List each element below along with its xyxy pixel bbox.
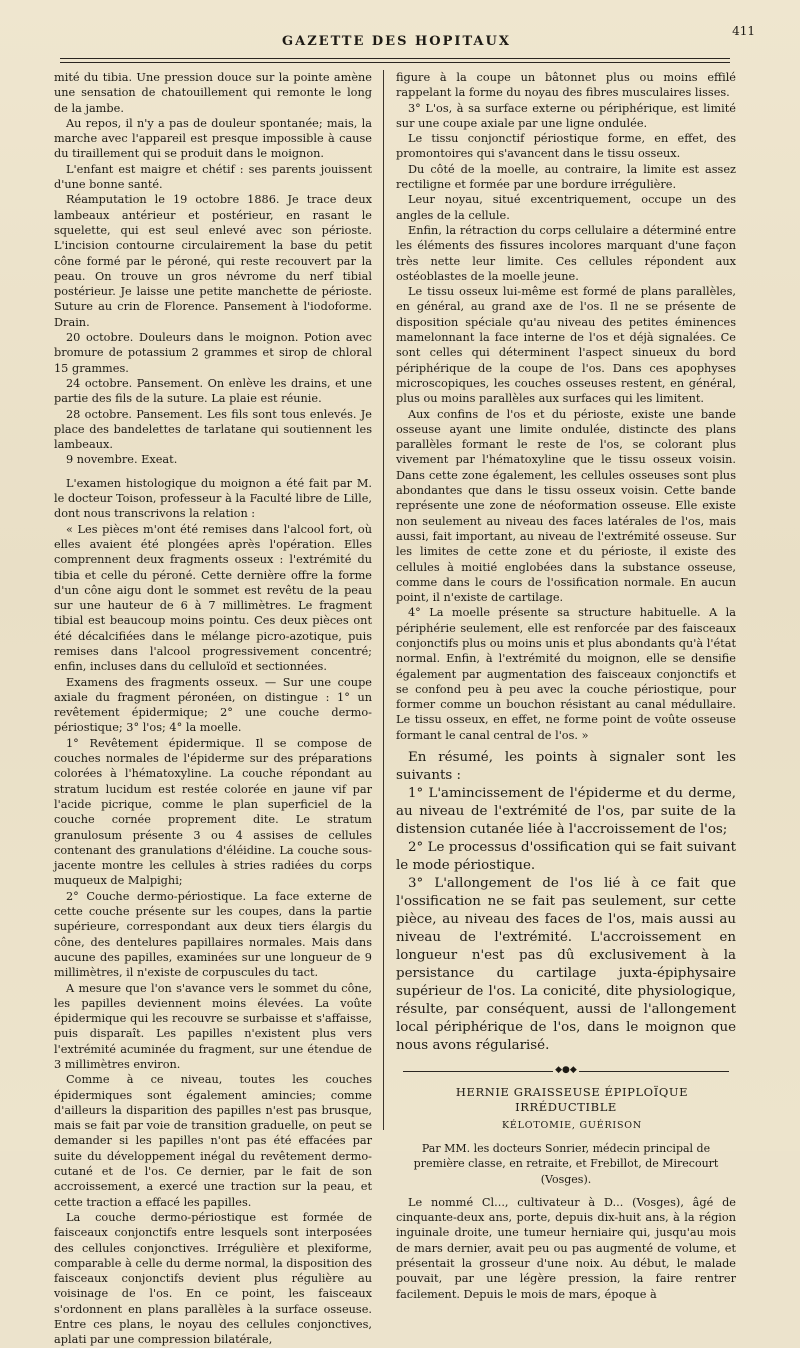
article-title: HERNIE GRAISSEUSE ÉPIPLOÏQUE IRRÉDUCTIBLE <box>455 1085 689 1115</box>
paragraph: Au repos, il n'y a pas de douleur spontanée; mais, la marche avec l'appareil est presque impossible à cause du tiraillement qui se produit dans le moignon. <box>54 116 372 161</box>
paragraph: Comme à ce niveau, toutes les couches épidermiques sont également amincies; comme d'ailleurs la disparition des papilles n'est pas brusque, mais se fait par voie de transition graduelle, on peut se demander si les papilles n'ont pas été effacées par suite du développement inégal du revêtement dermo-cutané et de l'os. Ce dernier, par le fait de son accroissement, a exercé une traction sur la peau, et cette traction a effacé les papilles. <box>54 1073 372 1209</box>
article-subtitle: KÉLOTOMIE, GUÉRISON <box>502 1119 642 1131</box>
paragraph: Aux confins de l'os et du périoste, existe une bande osseuse ayant une limite ondulée, distincte des plans parallèles formant le reste de l'os, se colorant plus vivement par l'hématoxyline que le tissu osseux voisin. Dans cette zone également, les cellules osseuses sont plus abondantes que dans le tissu osseux voisin. Cette bande représente une zone de néoformation osseuse. Elle existe non seulement au niveau des faces latérales de l'os, mais aussi, fait important, au niveau de l'extrémité osseuse. Sur les limites de cette zone et du périoste, il existe des cellules à moitié englobées dans la substance osseuse, comme dans le cours de l'ossification normale. En aucun point, il n'existe de cartilage. <box>396 407 736 605</box>
spacer <box>54 468 372 476</box>
summary-point: 1° L'amincissement de l'épiderme et du derme, au niveau de l'extrémité de l'os, par suite de la distension cutanée liée à l'accroissement de l'os; <box>396 786 736 838</box>
paragraph: Examens des fragments osseux. — Sur une coupe axiale du fragment péronéen, on distingue : 1° un revêtement épidermique; 2° une couche dermo-périostique; 3° l'os; 4° la moelle. <box>54 675 372 735</box>
column-divider <box>383 70 384 1130</box>
paragraph: A mesure que l'on s'avance vers le sommet du cône, les papilles deviennent moins élevées. La voûte épidermique qui les recouvre se surbaisse et s'affaisse, puis disparaît. Les papilles n'existent plus vers l'extrémité acuminée du fragment, sur une étendue de 3 millimètres environ. <box>54 981 372 1071</box>
paragraph: Réamputation le 19 octobre 1886. Je trace deux lambeaux antérieur et postérieur, en rasant le squelette, qui est seul enlevé avec son périoste. L'incision contourne circulairement la base du petit cône formé par le péroné, qui reste recouvert par la peau. On trouve un gros névrome du nerf tibial postérieur. Je laisse une petite manchette de périoste. Suture au crin de Florence. Pansement à l'iodoforme. Drain. <box>54 193 372 329</box>
paragraph: 28 octobre. Pansement. Les fils sont tous enlevés. Je place des bandelettes de tarlatane qui soutiennent les lambeaux. <box>54 407 372 452</box>
left-column <box>54 70 372 1347</box>
paragraph: Le tissu osseux lui-même est formé de plans parallèles, en général, au grand axe de l'os. Il ne se présente de disposition spéciale qu'au niveau des petites éminences mamelonnant la face interne de l'os et déjà signalées. Ce sont celles qui déterminent l'aspect sinueux du bord périphérique de la coupe de l'os. Dans ces apophyses microscopiques, les couches osseuses restent, en général, plus ou moins parallèles aux surfaces qui les limitent. <box>396 285 736 406</box>
section-ornament: ◆●◆ <box>396 1063 736 1075</box>
paragraph: Le tissu conjonctif périostique forme, en effet, des promontoires qui s'avancent dans le tissu osseux. <box>396 132 736 161</box>
paragraph: L'enfant est maigre et chétif : ses parents jouissent d'une bonne santé. <box>54 162 372 192</box>
paragraph: L'examen histologique du moignon a été fait par M. le docteur Toison, professeur à la Faculté libre de Lille, dont nous transcrivons la relation : <box>54 476 372 521</box>
spacer <box>396 1187 736 1195</box>
paragraph: 2° Couche dermo-périostique. La face externe de cette couche présente sur les coupes, dans la partie supérieure, correspondant aux deux tiers élargis du cône, des dentelures papillaires normales. Mais dans aucune des papilles, examinées sur une longueur de 9 millimètres, il n'existe de corpuscules du tact. <box>54 889 372 980</box>
article-byline: Par MM. les docteurs Sonrier, médecin principal de première classe, en retraite, et Frebillot, de Mirecourt (Vosges). <box>413 1141 719 1186</box>
header-rule-thin <box>60 62 730 63</box>
right-column <box>396 70 736 1301</box>
paragraph: Du côté de la moelle, au contraire, la limite est assez rectiligne et formée par une bordure irrégulière. <box>396 162 736 192</box>
page-number: 411 <box>732 24 755 38</box>
paragraph: 4° La moelle présente sa structure habituelle. A la périphérie seulement, elle est renforcée par des faisceaux conjonctifs plus ou moins unis et plus abondants qu'à l'état normal. Enfin, à l'extrémité du moignon, elle se densifie également par augmentation des faisceaux conjonctifs et se confond peu à peu avec la couche périostique, pour former comme un bouchon résistant au canal médullaire. Le tissu osseux, en effet, ne forme point de voûte osseuse formant le canal central de l'os. » <box>396 606 736 742</box>
paragraph: 24 octobre. Pansement. On enlève les drains, et une partie des fils de la suture. La plaie est réunie. <box>54 376 372 406</box>
summary-point: 3° L'allongement de l'os lié à ce fait que l'ossification ne se fait pas seulement, sur cette pièce, au niveau des faces de l'os, mais aussi au niveau de l'extrémité. L'accroissement en longueur n'est pas dû exclusivement à la persistance du cartilage juxta-épiphysaire supérieur de l'os. La conicité, dite physiologique, résulte, par conséquent, aussi de l'allongement local périphérique de l'os, dans le moignon que nous avons régularisé. <box>396 876 736 1054</box>
paragraph: Leur noyau, situé excentriquement, occupe un des angles de la cellule. <box>396 193 736 222</box>
paragraph: 1° Revêtement épidermique. Il se compose de couches normales de l'épiderme sur des préparations colorées à l'hématoxyline. La couche répondant au stratum lucidum est restée colorée en jaune vif par l'acide picrique, comme le plan superficiel de la couche cornée proprement dite. Le stratum granulosum présente 3 ou 4 assises de cellules contenant des granulations d'éléidine. La couche sous-jacente montre les cellules à stries radiées du corps muqueux de Malpighi; <box>54 736 372 888</box>
header-rule <box>60 58 730 59</box>
journal-title: GAZETTE DES HOPITAUX <box>282 34 511 49</box>
paragraph: mité du tibia. Une pression douce sur la pointe amène une sensation de chatouillement qui remonte le long de la jambe. <box>54 71 372 115</box>
summary-point: 2° Le processus d'ossification qui se fait suivant le mode périostique. <box>396 840 736 874</box>
article-body: Le nommé Cl..., cultivateur à D... (Vosges), âgé de cinquante-deux ans, porte, depuis dix-huit ans, à la région inguinale droite, une tumeur herniaire qui, jusqu'au mois de mars dernier, avait peu ou pas augmenté de volume, et présentait la grosseur d'une noix. Au début, le malade pouvait, par une légère pression, la faire rentrer facilement. Depuis le mois de mars, époque à <box>396 1195 736 1301</box>
paragraph: 20 octobre. Douleurs dans le moignon. Potion avec bromure de potassium 2 grammes et sirop de chloral 15 grammes. <box>54 331 372 375</box>
paragraph: « Les pièces m'ont été remises dans l'alcool fort, où elles avaient été plongées après l'opération. Elles comprennent deux fragments osseux : l'extrémité du tibia et celle du péroné. Cette dernière offre la forme d'un cône aigu dont le sommet est revêtu de la peau sur une hauteur de 6 à 7 millimètres. Le fragment tibial est beaucoup moins pointu. Ces deux pièces ont été décalcifiées dans le mélange picro-azotique, puis remises dans l'alcool progressivement concentré; enfin, incluses dans du celluloïd et sectionnées. <box>54 522 372 674</box>
paragraph: 3° L'os, à sa surface externe ou périphérique, est limité sur une coupe axiale par une ligne ondulée. <box>396 101 736 130</box>
paragraph: figure à la coupe un bâtonnet plus ou moins effilé rappelant la forme du noyau des fibres musculaires lisses. <box>396 71 736 100</box>
paragraph: 9 novembre. Exeat. <box>66 453 178 467</box>
paragraph: Enfin, la rétraction du corps cellulaire a déterminé entre les éléments des fissures incolores marquant d'une façon très nette leur limite. Ces cellules répondent aux ostéoblastes de la moelle jeune. <box>396 223 736 283</box>
page-header <box>110 24 755 54</box>
paragraph: La couche dermo-périostique est formée de faisceaux conjonctifs entre lesquels sont interposées des cellules conjonctives. Irrégulière et plexiforme, comparable à celle du derme normal, la disposition des faisceaux conjonctifs devient plus régulière au voisinage de l'os. En ce point, les faisceaux s'ordonnent en plans parallèles à la surface osseuse. Entre ces plans, le noyau des cellules conjonctives, aplati par une compression bilatérale, <box>54 1210 372 1347</box>
summary-intro: En résumé, les points à signaler sont les suivants : <box>396 750 736 784</box>
